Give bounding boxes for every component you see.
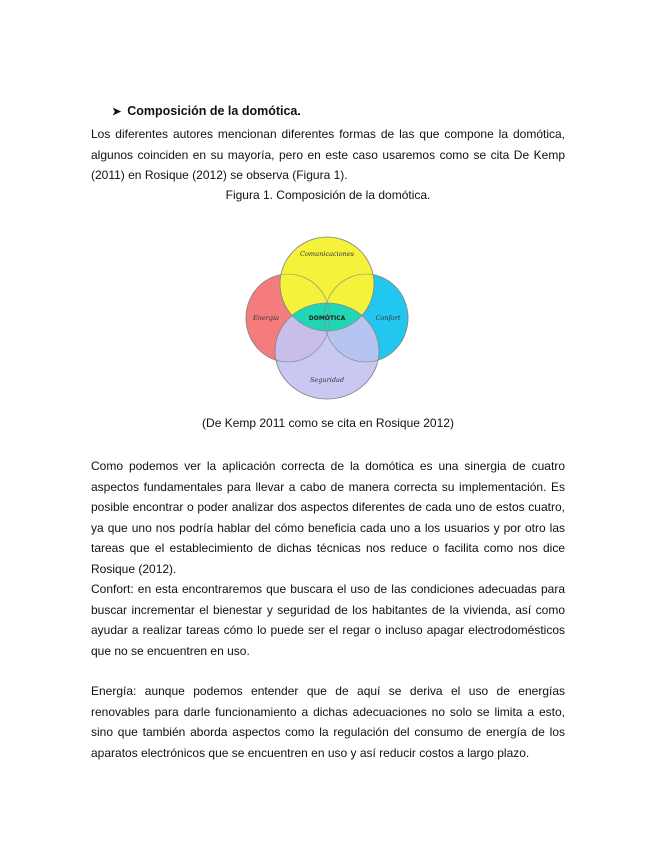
section-heading	[112, 104, 301, 118]
venn-label-top: Comunicaciones	[299, 250, 355, 258]
body-paragraph: Confort: en esta encontraremos que buscara el uso de las condiciones adecuadas para buscar incrementar el bienestar y seguridad de los habitantes de la vivienda, así como ayudar a realizar tareas cómo lo puede ser el regar o incluso apagar electrodomésticos que no se encuentren en uso.	[91, 582, 565, 658]
venn-label-left: Energía	[253, 314, 279, 322]
intro-paragraph: Los diferentes autores mencionan diferentes formas de las que compone la domótica, algunos coinciden en su mayoría, pero en este caso usaremos como se cita De Kemp (2011) en Rosique (2012) se observa (Figura 1).	[91, 127, 565, 182]
domotica-venn-diagram	[240, 236, 415, 401]
body-paragraph: Como podemos ver la aplicación correcta de la domótica es una sinergia de cuatro aspectos fundamentales para llevar a cabo de manera correcta su implementación. Es posible encontrar o poder analizar dos aspectos diferentes de cada uno de estos cuatro, ya que uno nos podría hablar del cómo beneficia cada uno a los usuarios y por otro las tareas que el establecimiento de dichas técnicas nos reduce o facilita como nos dice Rosique (2012).	[91, 459, 565, 576]
figure-caption: Figura 1. Composición de la domótica.	[225, 188, 431, 202]
venn-label-center: DOMÓTICA	[308, 315, 346, 322]
arrow-bullet-icon: ➤	[112, 105, 122, 118]
venn-label-right: Confort	[375, 314, 401, 322]
venn-label-bottom: Seguridad	[309, 376, 345, 384]
section-heading-text: Composición de la domótica.	[127, 104, 301, 118]
figure-source: (De Kemp 2011 como se cita en Rosique 2012)	[202, 416, 454, 430]
body-paragraph: Energía: aunque podemos entender que de aquí se deriva el uso de energías renovables para darle funcionamiento a dichas adecuaciones no solo se limita a esto, sino que también aborda aspectos como la regulación del consumo de energía de los aparatos electrónicos que se encuentren en uso y así reducir costos a largo plazo.	[91, 684, 565, 760]
